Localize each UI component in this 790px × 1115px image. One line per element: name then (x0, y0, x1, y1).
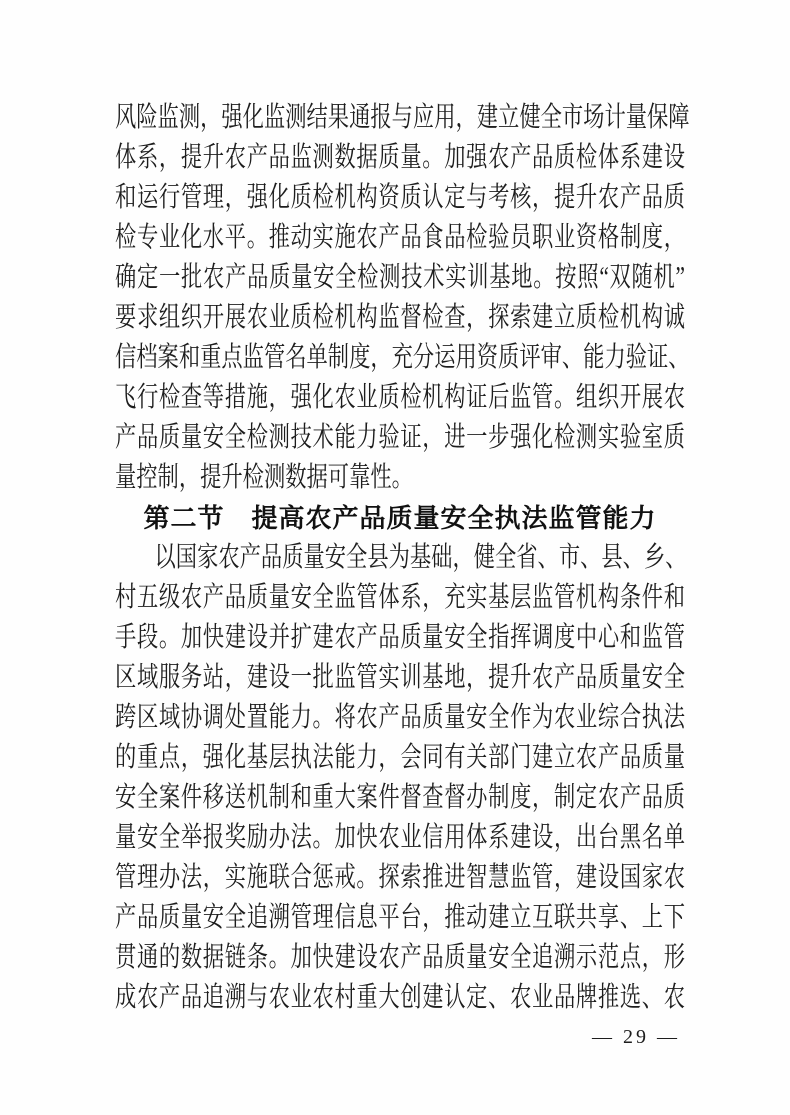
body-line: 安全案件移送机制和重大案件督查督办制度，制定农产品质 (115, 782, 685, 813)
body-line: 飞行检查等措施，强化农业质检机构证后监管。组织开展农 (115, 382, 685, 413)
body-line: 产品质量安全检测技术能力验证，进一步强化检测实验室质 (115, 422, 685, 453)
body-line: 跨区域协调处置能力。将农产品质量安全作为农业综合执法 (115, 702, 685, 733)
body-line: 手段。加快建设并扩建农产品质量安全指挥调度中心和监管 (115, 622, 685, 653)
body-line: 和运行管理，强化质检机构资质认定与考核，提升农产品质 (115, 182, 685, 213)
body-line: 风险监测，强化监测结果通报与应用，建立健全市场计量保障 (115, 102, 690, 133)
body-line: 以国家农产品质量安全县为基础，健全省、市、县、乡、 (154, 542, 687, 573)
body-line: 成农产品追溯与农业农村重大创建认定、农业品牌推选、农 (115, 982, 685, 1013)
text-block (115, 98, 790, 1018)
body-line: 确定一批农产品质量安全检测技术实训基地。按照“双随机” (115, 262, 685, 293)
page-number: — 29 — (592, 1026, 680, 1048)
body-line: 的重点，强化基层执法能力，会同有关部门建立农产品质量 (115, 742, 685, 773)
section-heading: 第二节 提高农产品质量安全执法监管能力 (143, 503, 657, 533)
body-line: 要求组织开展农业质检机构监督检查，探索建立质检机构诚 (115, 302, 685, 333)
body-line: 管理办法，实施联合惩戒。探索推进智慧监管，建设国家农 (115, 862, 685, 893)
body-line: 信档案和重点监管名单制度，充分运用资质评审、能力验证、 (115, 342, 690, 373)
body-line: 检专业化水平。推动实施农产品食品检验员职业资格制度， (115, 222, 685, 253)
body-line: 村五级农产品质量安全监管体系，充实基层监管机构条件和 (115, 582, 685, 613)
body-line: 贯通的数据链条。加快建设农产品质量安全追溯示范点，形 (115, 942, 685, 973)
body-line: 量安全举报奖励办法。加快农业信用体系建设，出台黑名单 (115, 822, 685, 853)
body-line: 体系，提升农产品监测数据质量。加强农产品质检体系建设 (115, 142, 685, 173)
body-line: 产品质量安全追溯管理信息平台，推动建立互联共享、上下 (115, 902, 685, 933)
body-line: 区域服务站，建设一批监管实训基地，提升农产品质量安全 (115, 662, 685, 693)
body-line: 量控制，提升检测数据可靠性。 (115, 462, 413, 493)
